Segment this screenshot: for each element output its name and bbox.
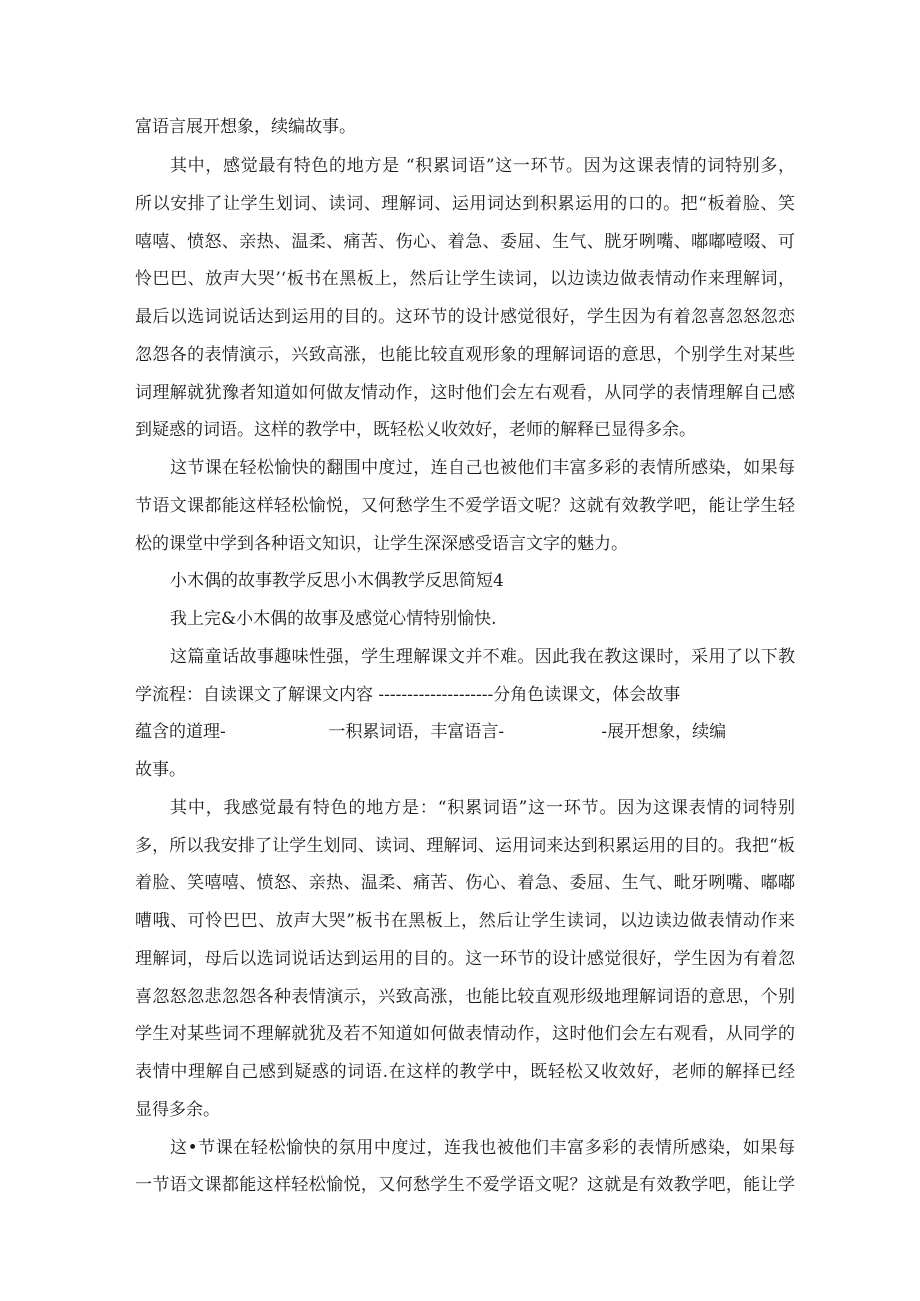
- text-line: 松的课堂中学到各种语文知识，让学生深深感受语言文字的魅力。: [135, 534, 628, 554]
- text-line: 所以安排了让学生划词、读词、理解词、运用词达到积累运用的口的。把“板着脸、笑: [135, 194, 795, 214]
- text-line: 着脸、笑嘻嘻、愤怒、亲热、温柔、痛苦、伤心、着急、委屈、生气、毗牙咧嘴、嘟嘟: [135, 873, 795, 893]
- text-line: 忽怨各的表情演示，兴致高涨，也能比较直观形象的理解词语的意思，个别学生对某些: [135, 345, 795, 365]
- text-line: 一节语文课都能这样轻松愉悦，又何愁学生不爱学语文呢？这就是有效教学吧，能让学: [135, 1175, 795, 1195]
- text-line: 节语文课都能这样轻松愉悦，又何愁学生不爱学语文呢？这就有效教学吧，能让学生轻: [135, 496, 795, 516]
- text-line: 故事。: [135, 760, 186, 780]
- text-line: 这•节课在轻松愉快的氛用中度过，连我也被他们丰富多彩的表情所感染，如果每: [170, 1138, 795, 1158]
- text-line: 我上完&小木偶的故事及感觉心情特别愉快.: [170, 609, 497, 629]
- text-line: 嘈哦、可怜巴巴、放声大哭”板书在黑板上，然后让学生读词，以边读边做表情动作来: [135, 911, 795, 931]
- text-line: 这节课在轻松愉快的翻围中度过，连自己也被他们丰富多彩的表情所感染，如果每: [170, 458, 795, 478]
- text-line: 学流程：自读课文了解课文内容 --------------------分角色读课文，体会故事: [135, 685, 681, 705]
- text-line: 最后以选词说话达到运用的目的。这环节的设计感觉很好，学生因为有着忽喜忽怒忽恋: [135, 307, 795, 327]
- text-line: 怜巴巴、放声大哭’‘板书在黑板上，然后让学生读词，以边读边做表情动作来理解词，: [135, 269, 795, 289]
- text-line: 词理解就犹豫者知道如何做友情动作，这时他们会左右观看，从同学的表情理解自己感: [135, 383, 795, 403]
- text-line: 表情中理解自己感到疑惑的词语.在这样的教学中，既轻松又收效好，老师的解择已经: [135, 1062, 795, 1082]
- text-line: 嘻嘻、愤怒、亲热、温柔、痛苦、伤心、着急、委屈、生气、胱牙咧嘴、嘟嘟噎啜、可: [135, 232, 795, 252]
- text-line: 学生对某些词不理解就犹及若不知道如何做表情动作，这时他们会左右观看，从同学的: [135, 1024, 795, 1044]
- text-line: 蕴含的道理- 一积累词语，丰富语言- -展开想象，续编: [135, 722, 727, 742]
- text-line: 多，所以我安排了让学生划同、读词、理解词、运用词来达到积累运用的目的。我把“板: [135, 836, 795, 856]
- section-heading: 小木偶的故事教学反思小木偶教学反思简短4: [170, 571, 504, 591]
- text-line: 其中，我感觉最有特色的地方是：“积累词语”这一环节。因为这课表情的词特别: [170, 798, 795, 818]
- text-line: 富语言展开想象，续编故事。: [135, 117, 356, 137]
- text-line: 这篇童话故事趣味性强，学生理解课文并不难。因此我在教这课时，采用了以下教: [170, 647, 795, 667]
- text-line: 显得多余。: [135, 1100, 220, 1120]
- text-line: 其中，感觉最有特色的地方是 “积累词语”这一环节。因为这课表情的词特别多，: [170, 156, 795, 176]
- text-line: 到疑惑的词语。这样的教学中，既轻松乂收效好，老师的解释已显得多余。: [135, 420, 696, 440]
- text-line: 理解词，母后以选词说话达到运用的目的。这一环节的设计感觉很好，学生因为有着忽: [135, 949, 795, 969]
- text-line: 喜忽怒忽悲忽怨各种表情演示，兴致高涨，也能比较直观形级地理解词语的意思，个别: [135, 987, 795, 1007]
